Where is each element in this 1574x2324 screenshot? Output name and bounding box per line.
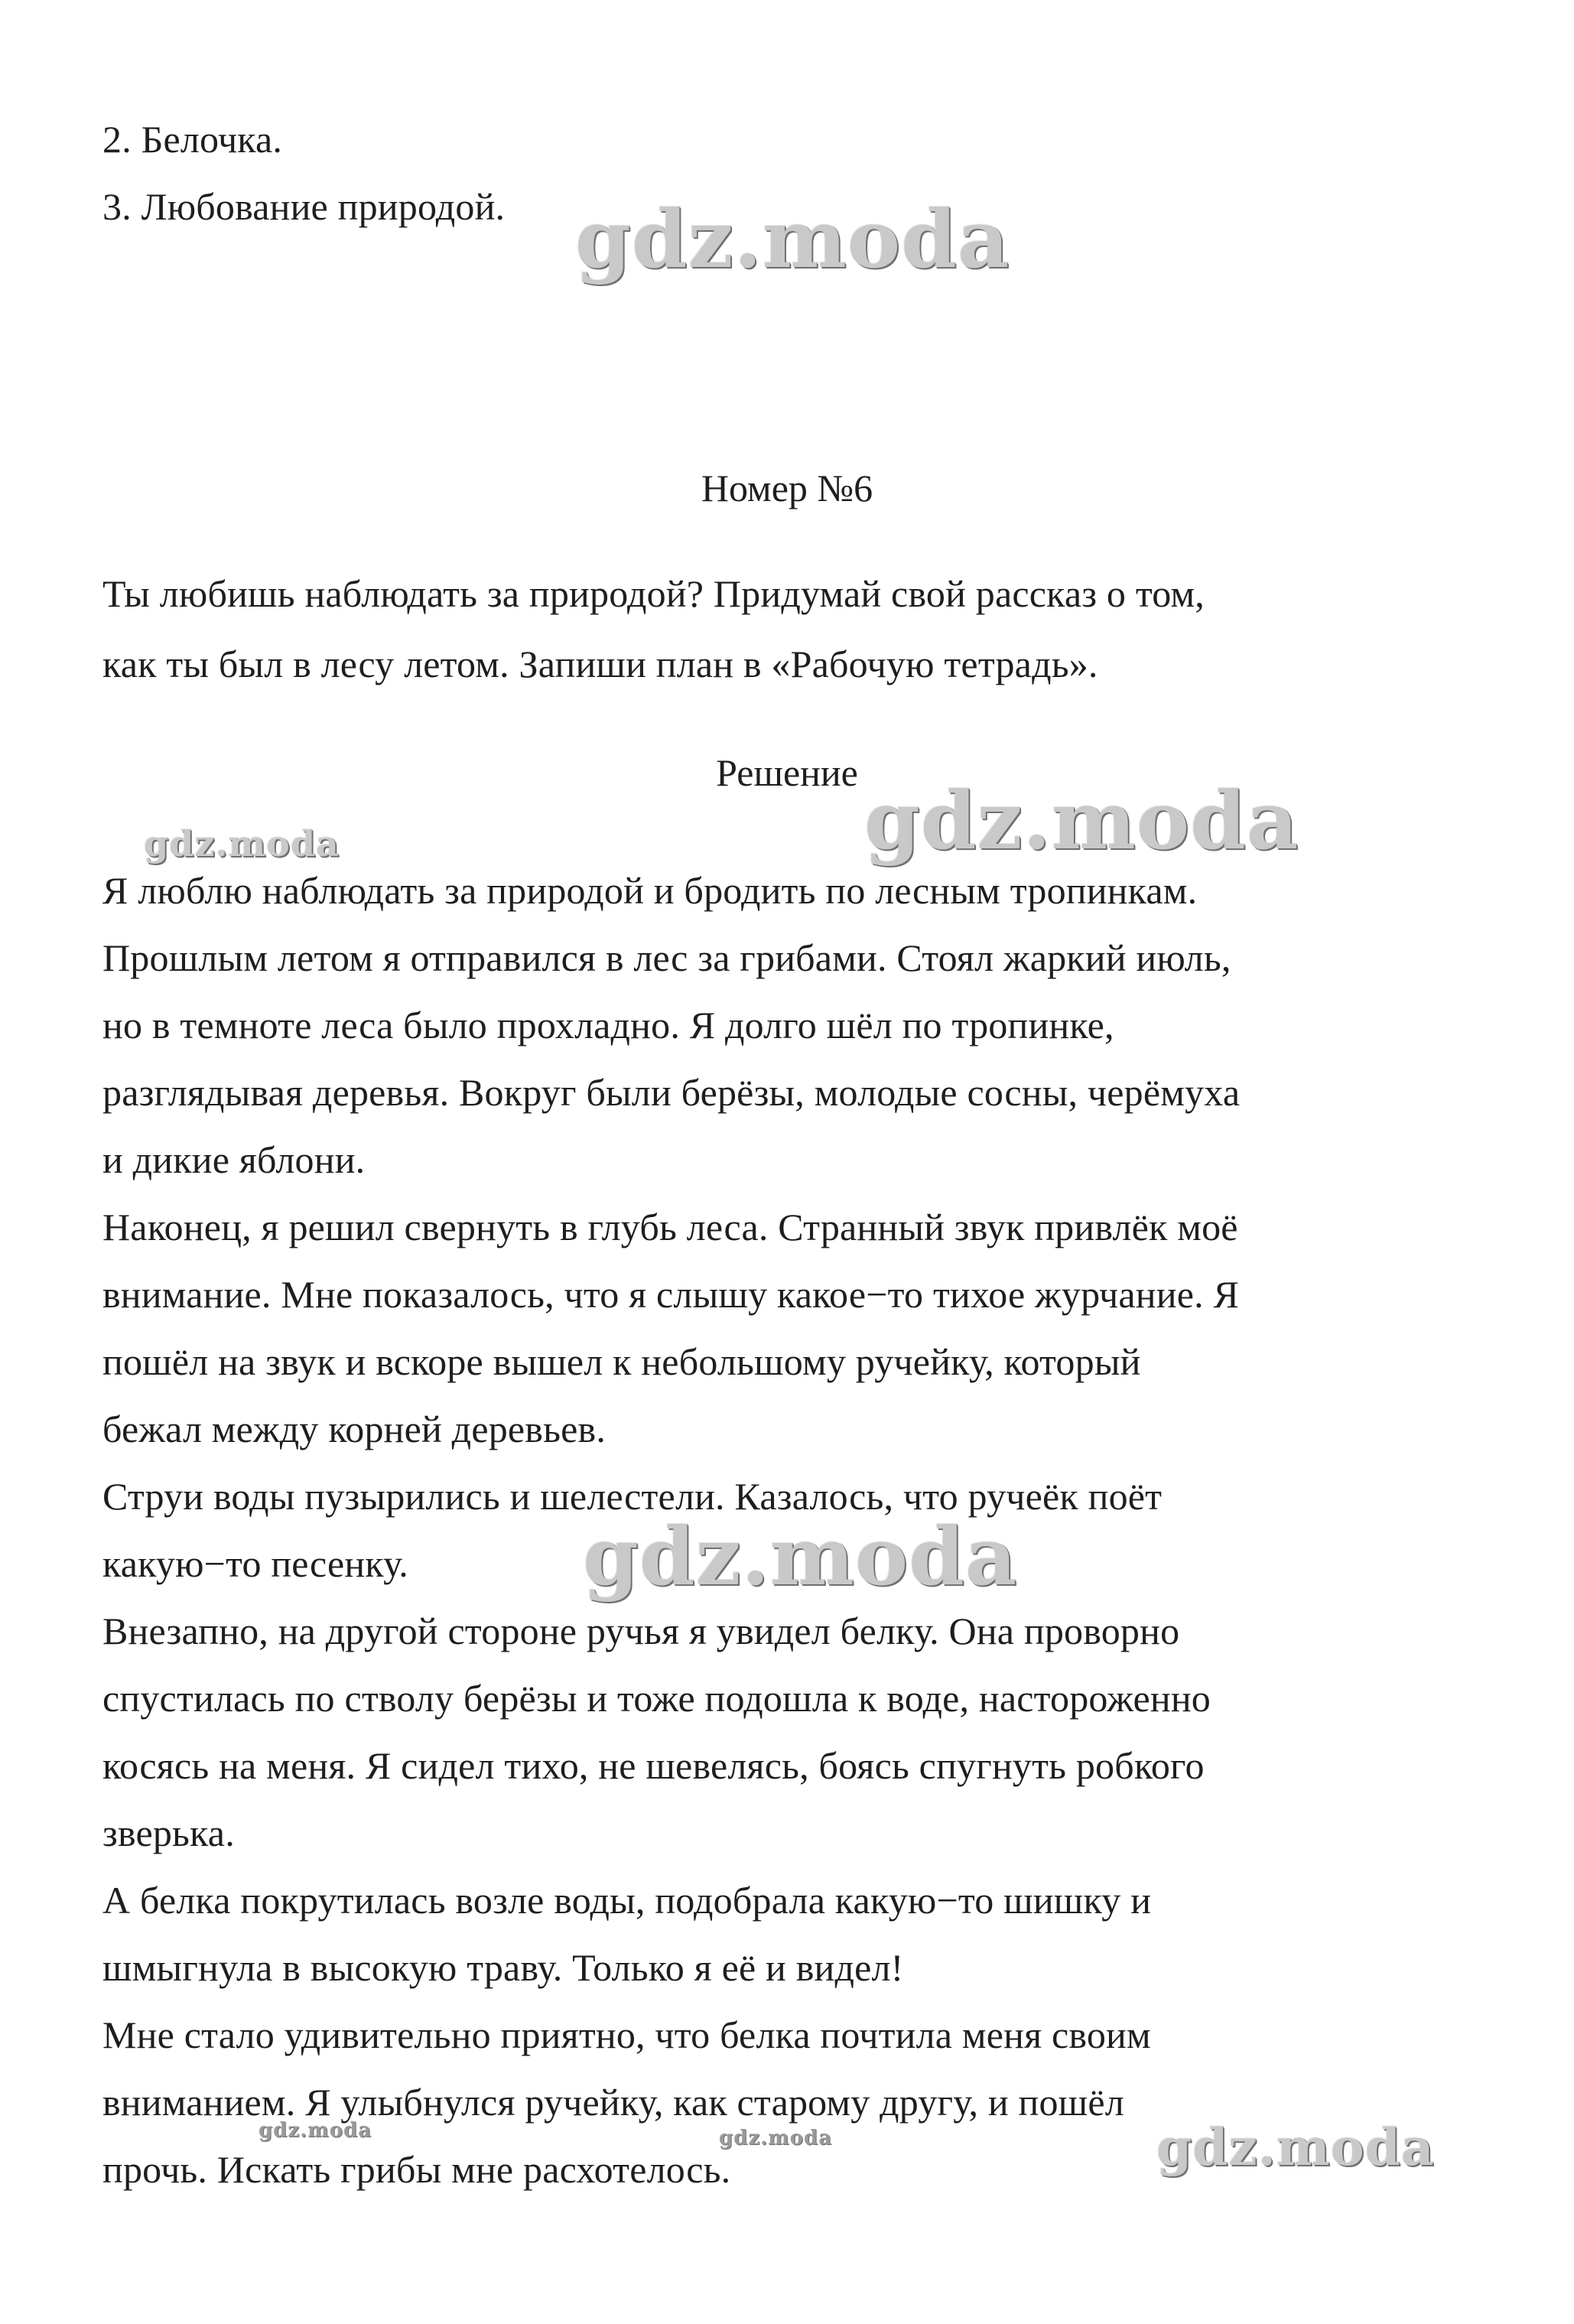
story-line: внимание. Мне показалось, что я слышу какое−то тихое журчание. Я <box>102 1273 1240 1316</box>
solution-heading: Решение <box>716 751 858 794</box>
task-line-2: как ты был в лесу летом. Запиши план в «Рабочую тетрадь». <box>102 643 1098 685</box>
story-line: косясь на меня. Я сидел тихо, не шевелясь, боясь спугнуть робкого <box>102 1744 1205 1787</box>
story-line: бежал между корней деревьев. <box>102 1408 607 1450</box>
watermark: gdz.moda <box>719 2127 833 2150</box>
story-line: Прошлым летом я отправился в лес за грибами. Стоял жаркий июль, <box>102 936 1231 979</box>
story-line: разглядывая деревья. Вокруг были берёзы, молодые сосны, черёмуха <box>102 1071 1241 1114</box>
story-line: вниманием. Я улыбнулся ручейку, как старому другу, и пошёл <box>102 2081 1124 2124</box>
story-line: Струи воды пузырились и шелестели. Казалось, что ручеёк поёт <box>102 1475 1163 1518</box>
story-line: Мне стало удивительно приятно, что белка почтила меня своим <box>102 2013 1151 2056</box>
watermark: gdz.moda <box>575 192 1010 286</box>
story-line: спустилась по стволу берёзы и тоже подошла к воде, настороженно <box>102 1677 1211 1720</box>
story-line: А белка покрутилась возле воды, подобрала какую−то шишку и <box>102 1879 1152 1922</box>
task-heading: Номер №6 <box>701 467 873 509</box>
watermark: gdz.moda <box>1156 2117 1435 2177</box>
watermark: gdz.moda <box>864 773 1299 867</box>
story-line: какую−то песенку. <box>102 1542 408 1585</box>
story-line: шмыгнула в высокую траву. Только я её и видел! <box>102 1946 904 1989</box>
story-line: прочь. Искать грибы мне расхотелось. <box>102 2148 731 2191</box>
list-item-3: 3. Любование природой. <box>102 185 506 228</box>
story-line: и дикие яблони. <box>102 1138 366 1181</box>
story-line: пошёл на звук и вскоре вышел к небольшому ручейку, который <box>102 1340 1141 1383</box>
watermark: gdz.moda <box>259 2119 372 2142</box>
watermark: gdz.moda <box>144 823 340 864</box>
story-line: зверька. <box>102 1811 235 1854</box>
list-item-2: 2. Белочка. <box>102 118 283 161</box>
story-line: Я люблю наблюдать за природой и бродить по лесным тропинкам. <box>102 869 1198 912</box>
story-line: Внезапно, на другой стороне ручья я увидел белку. Она проворно <box>102 1610 1180 1652</box>
watermark: gdz.moda <box>583 1509 1018 1603</box>
story-line: Наконец, я решил свернуть в глубь леса. Странный звук привлёк моё <box>102 1206 1238 1248</box>
story-line: но в темноте леса было прохладно. Я долго шёл по тропинке, <box>102 1004 1114 1046</box>
task-line-1: Ты любишь наблюдать за природой? Придумай свой рассказ о том, <box>102 572 1205 615</box>
